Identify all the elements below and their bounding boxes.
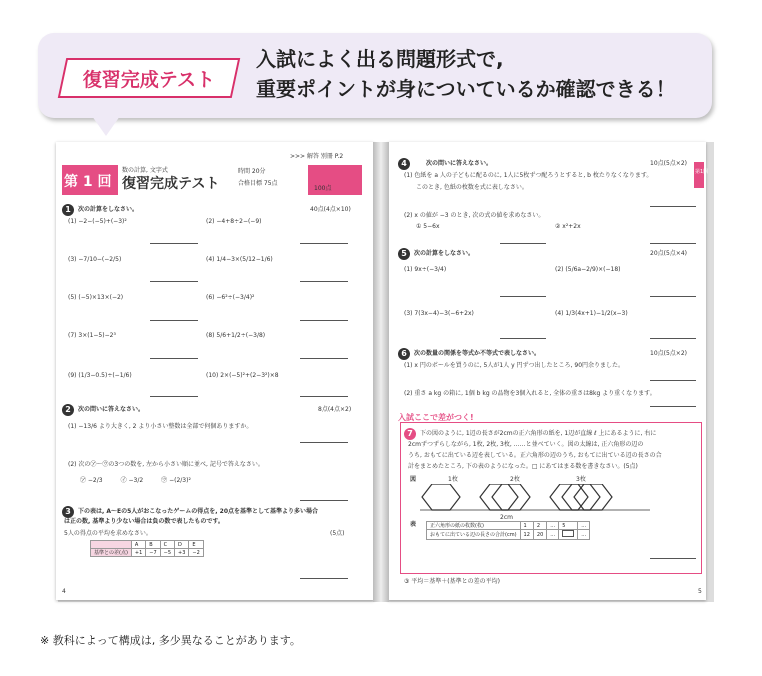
table-row [91, 549, 204, 557]
question-3-points: (5点) [330, 530, 345, 537]
banner-tag-text: 復習完成テスト [82, 69, 216, 91]
table-cell: おもてに出ている辺の長さの合計(cm) [427, 530, 521, 540]
side-tab [694, 162, 709, 188]
table-cell: 20 [533, 530, 546, 540]
question-6-label: 次の数量の関係を等式か不等式で表しなさい。 [414, 350, 541, 357]
table-row [91, 541, 204, 549]
special-section-title: 入試ここで差がつく! [398, 413, 474, 422]
score-total: 100点 [314, 185, 332, 192]
book-gutter [373, 142, 389, 602]
q5-item: (4) 1/3(4x+1)−1/2(x−3) [555, 310, 628, 317]
headline-line-1: 入試によく出る問題形式で, [256, 47, 504, 71]
q1-item: (6) −6²÷(−3/4)² [206, 294, 255, 301]
blank-answer-box [559, 530, 578, 540]
q2-options: ㋐ −2/3 ㋑ −3/2 ㋒ −(2/3)² [80, 477, 191, 484]
q1-item: (5) (−5)×13×(−2) [68, 294, 124, 301]
dimension-label: 2cm [500, 514, 513, 521]
table-cell: B [146, 541, 160, 549]
table-cell: −7 [146, 549, 160, 557]
q7-line-2: 2cmずつずらしながら, 1枚, 2枚, 3枚, ……と並べていく。図の太線は, 正六角形の辺の [408, 441, 644, 448]
q1-item: (8) 5/6+1/2÷(−3/8) [206, 332, 266, 339]
question-3-number: 3 [62, 506, 74, 518]
banner-tag [58, 58, 241, 98]
title-subtitle: 数の計算, 文字式 [122, 167, 168, 174]
question-6-points: 10点(5点×2) [650, 350, 687, 357]
table-cell: E [189, 541, 203, 549]
table-cell: D [175, 541, 189, 549]
table-row [427, 522, 590, 530]
side-tab-label: 第1回 [695, 169, 709, 175]
q1-item: (3) −7/10−(−2/5) [68, 256, 122, 263]
question-2-points: 8点(4点×2) [318, 406, 352, 413]
table-label: 表 [410, 521, 417, 528]
callout-tail [92, 116, 120, 136]
q4-item-2a: ① 5−6x [416, 223, 440, 230]
page-title: 復習完成テスト [122, 176, 220, 192]
question-5-label: 次の計算をしなさい。 [414, 250, 475, 257]
hint-text: ③ 平均＝基準＋(基準との差の平均) [404, 578, 500, 585]
table-cell: 2 [533, 522, 546, 530]
q4-item-2b: ② x²+2x [555, 223, 581, 230]
table-cell: … [578, 530, 590, 540]
page-number-left: 4 [62, 588, 66, 595]
table-cell: … [578, 522, 590, 530]
time-label: 時間 20分 [238, 168, 266, 175]
question-6-number: 6 [398, 348, 410, 360]
table-cell: 12 [520, 530, 533, 540]
answer-line [500, 296, 546, 297]
q1-item: (7) 3×(1−5)−2³ [68, 332, 116, 339]
q7-line-3: うち, おもてに出ている辺を表している。正六角形の辺のうち, おもてに出ている辺の長さの合 [408, 452, 662, 459]
footer-note: ※ 教科によって構成は, 多少異なることがあります。 [40, 634, 301, 647]
figure-caption-2: 2枚 [510, 476, 520, 483]
q1-item: (2) −4+8÷2−(−9) [206, 218, 262, 225]
table-cell: +3 [175, 549, 189, 557]
answer-line [300, 243, 348, 244]
answer-line [650, 380, 696, 381]
question-4-points: 10点(5点×2) [650, 160, 687, 167]
q6-item-1: (1) x 円のボールを買うのに, 5人が1人 y 円ずつ出したところ, 90円余りました。 [404, 362, 625, 369]
answer-line [300, 442, 348, 443]
q1-item: (1) −2−(−5)+(−3)² [68, 218, 127, 225]
table-cell: … [547, 530, 559, 540]
answer-line [500, 338, 546, 339]
headline-line-2: 重要ポイントが身についているか確認できる！ [256, 77, 676, 101]
q5-item: (2) (5/6a−2/9)×(−18) [555, 266, 621, 273]
answer-line [650, 406, 696, 407]
q5-item: (3) 7(3x−4)−3(−6+2x) [404, 310, 474, 317]
question-1-label: 次の計算をしなさい。 [78, 206, 139, 213]
q7-line-4: 計をまとめたところ, 下の表のようになった。□ にあてはまる数を書きなさい。(5点) [408, 463, 638, 470]
table-cell: … [547, 522, 559, 530]
table-cell: A [131, 541, 145, 549]
question-5-points: 20点(5点×4) [650, 250, 687, 257]
figure-caption-1: 1枚 [448, 476, 458, 483]
answer-line [650, 206, 696, 207]
q7-line-1: 下の図のように, 1辺の長さが2cmの正六角形の紙を, 1辺が直線 ℓ 上にあるように, 右に [420, 430, 657, 437]
question-3-line-2: は正の数, 基準より少ない場合は負の数で表したものです。 [64, 518, 224, 525]
round-number: 第 1 回 [64, 174, 112, 190]
q2-item-1: (1) −13/6 より大きく, 2 より小さい整数は全部で何個ありますか。 [68, 423, 253, 430]
hexagon-table [426, 521, 590, 540]
table-cell: 1 [520, 522, 533, 530]
table-row [427, 530, 590, 540]
answer-line [650, 558, 696, 559]
question-7-number: 7 [404, 428, 416, 440]
q2-item-2: (2) 次の㋐〜㋒の3つの数を, 左から小さい順に並べ, 記号で答えなさい。 [68, 461, 264, 468]
figure-label: 図 [410, 476, 417, 483]
answer-line [300, 358, 348, 359]
table-cell: −2 [189, 549, 203, 557]
question-5-number: 5 [398, 248, 410, 260]
table-cell: −5 [160, 549, 174, 557]
question-3-label: 下の表は, A〜Eの5人がおこなったゲームの得点を, 20点を基準として基準より多い場合 [78, 508, 319, 515]
hexagon-figure [420, 484, 660, 514]
table-cell: 正六角形の紙の枚数(枚) [427, 522, 521, 530]
q4-item-2: (2) x の値が −3 のとき, 次の式の値を求めなさい。 [404, 212, 545, 219]
table-cell [91, 541, 132, 549]
answer-line [650, 243, 696, 244]
answer-line [650, 338, 696, 339]
question-4-number: 4 [398, 158, 410, 170]
table-cell: +1 [131, 549, 145, 557]
answer-line [150, 320, 198, 321]
table-cell: C [160, 541, 174, 549]
q1-item: (4) 1/4−3×(5/12−1/6) [206, 256, 273, 263]
answer-line [150, 358, 198, 359]
q4-item-1: (1) 色紙を a 人の子どもに配るのに, 1人に5枚ずつ配ろうとすると, b 枚たりなくなります。 [404, 172, 653, 179]
answer-line [300, 281, 348, 282]
question-3-line-3: 5人の得点の平均を求めなさい。 [64, 530, 152, 537]
question-4-label: 次の問いに答えなさい。 [426, 160, 493, 167]
question-2-number: 2 [62, 404, 74, 416]
answer-line [500, 243, 546, 244]
answer-line [300, 320, 348, 321]
answer-line [300, 500, 348, 501]
q1-item: (9) (1/3−0.5)÷(−1/6) [68, 372, 132, 379]
pass-target: 合格目標 75点 [238, 180, 278, 187]
score-table [90, 540, 204, 557]
answer-line [650, 296, 696, 297]
q6-item-2: (2) 重さ a kg の箱に, 1個 b kg の品物を3個入れると, 全体の重さは8kg より重くなります。 [404, 390, 656, 397]
table-cell: 基準との差(点) [91, 549, 132, 557]
q5-item: (1) 9x÷(−3/4) [404, 266, 447, 273]
question-1-points: 40点(4点×10) [310, 206, 351, 213]
answer-reference: >>> 解答 別冊 P.2 [290, 153, 344, 160]
answer-line [150, 396, 198, 397]
answer-line [300, 396, 348, 397]
q4-item-1-cont: このとき, 色紙の枚数を式に表しなさい。 [416, 184, 528, 191]
answer-line [150, 243, 198, 244]
answer-line [300, 578, 348, 579]
question-2-label: 次の問いに答えなさい。 [78, 406, 145, 413]
banner-headline [256, 44, 676, 104]
answer-line [150, 281, 198, 282]
page-number-right: 5 [698, 588, 702, 595]
figure-caption-3: 3枚 [576, 476, 586, 483]
q1-item: (10) 2×(−5)²+(2−3²)×8 [206, 372, 279, 379]
table-cell: 5 [559, 522, 578, 530]
question-1-number: 1 [62, 204, 74, 216]
